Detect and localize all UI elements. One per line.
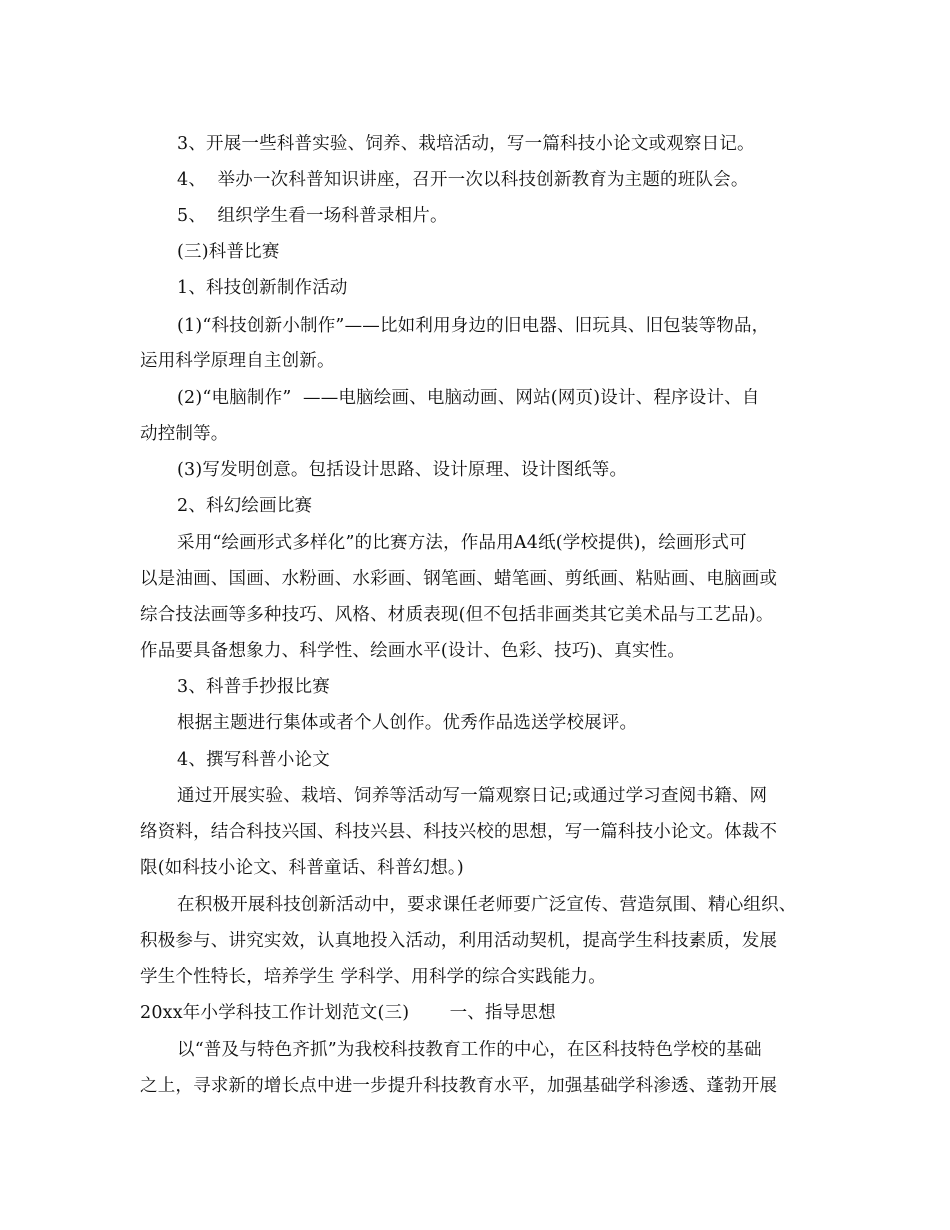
text-line: 综合技法画等多种技巧、风格、材质表现(但不包括非画类其它美术品与工艺品)。 <box>140 605 774 625</box>
section-heading: (三)科普比赛 <box>177 242 280 262</box>
text-line: (2)“电脑制作” ——电脑绘画、电脑动画、网站(网页)设计、程序设计、自 <box>177 388 760 408</box>
text-line: 在积极开展科技创新活动中，要求课任老师要广泛宣传、营造氛围、精心组织、 <box>177 895 797 915</box>
text-line: 通过开展实验、栽培、饲养等活动写一篇观察日记;或通过学习查阅书籍、网 <box>177 786 768 806</box>
text-line: 学生个性特长，培养学生 学科学、用科学的综合实践能力。 <box>140 967 606 987</box>
text-line: 限(如科技小论文、科普童话、科普幻想。) <box>140 858 464 878</box>
text-line: (3)写发明创意。包括设计思路、设计原理、设计图纸等。 <box>177 460 628 480</box>
subsection-heading: 3、科普手抄报比赛 <box>177 677 330 697</box>
text-line: 以是油画、国画、水粉画、水彩画、钢笔画、蜡笔画、剪纸画、粘贴画、电脑画或 <box>140 569 778 589</box>
text-line: (1)“科技创新小制作”——比如利用身边的旧电器、旧玩具、旧包装等物品， <box>177 316 770 336</box>
text-line: 以“普及与特色齐抓”为我校科技教育工作的中心，在区科技特色学校的基础 <box>177 1040 762 1060</box>
document-title: 20xx年小学科技工作计划范文(三) 一、指导思想 <box>140 1003 556 1023</box>
text-line: 之上，寻求新的增长点中进一步提升科技教育水平，加强基础学科渗透、蓬勃开展 <box>140 1076 778 1096</box>
subsection-heading: 1、科技创新制作活动 <box>177 278 348 298</box>
text-line: 运用科学原理自主创新。 <box>140 351 335 371</box>
text-line: 动控制等。 <box>140 424 229 444</box>
text-line: 5、 组织学生看一场科普录相片。 <box>177 206 448 226</box>
text-line: 作品要具备想象力、科学性、绘画水平(设计、色彩、技巧)、真实性。 <box>140 641 686 661</box>
text-line: 3、开展一些科普实验、饲养、栽培活动，写一篇科技小论文或观察日记。 <box>177 134 755 154</box>
subsection-heading: 4、撰写科普小论文 <box>177 750 330 770</box>
text-line: 积极参与、讲究实效，认真地投入活动，利用活动契机，提高学生科技素质，发展 <box>140 931 778 951</box>
subsection-heading: 2、科幻绘画比赛 <box>177 496 313 516</box>
text-line: 络资料，结合科技兴国、科技兴县、科技兴校的思想，写一篇科技小论文。体裁不 <box>140 822 778 842</box>
text-line: 采用“绘画形式多样化”的比赛方法，作品用A4纸(学校提供)，绘画形式可 <box>177 533 747 553</box>
text-line: 4、 举办一次科普知识讲座，召开一次以科技创新教育为主题的班队会。 <box>177 170 749 190</box>
text-line: 根据主题进行集体或者个人创作。优秀作品选送学校展评。 <box>177 713 638 733</box>
